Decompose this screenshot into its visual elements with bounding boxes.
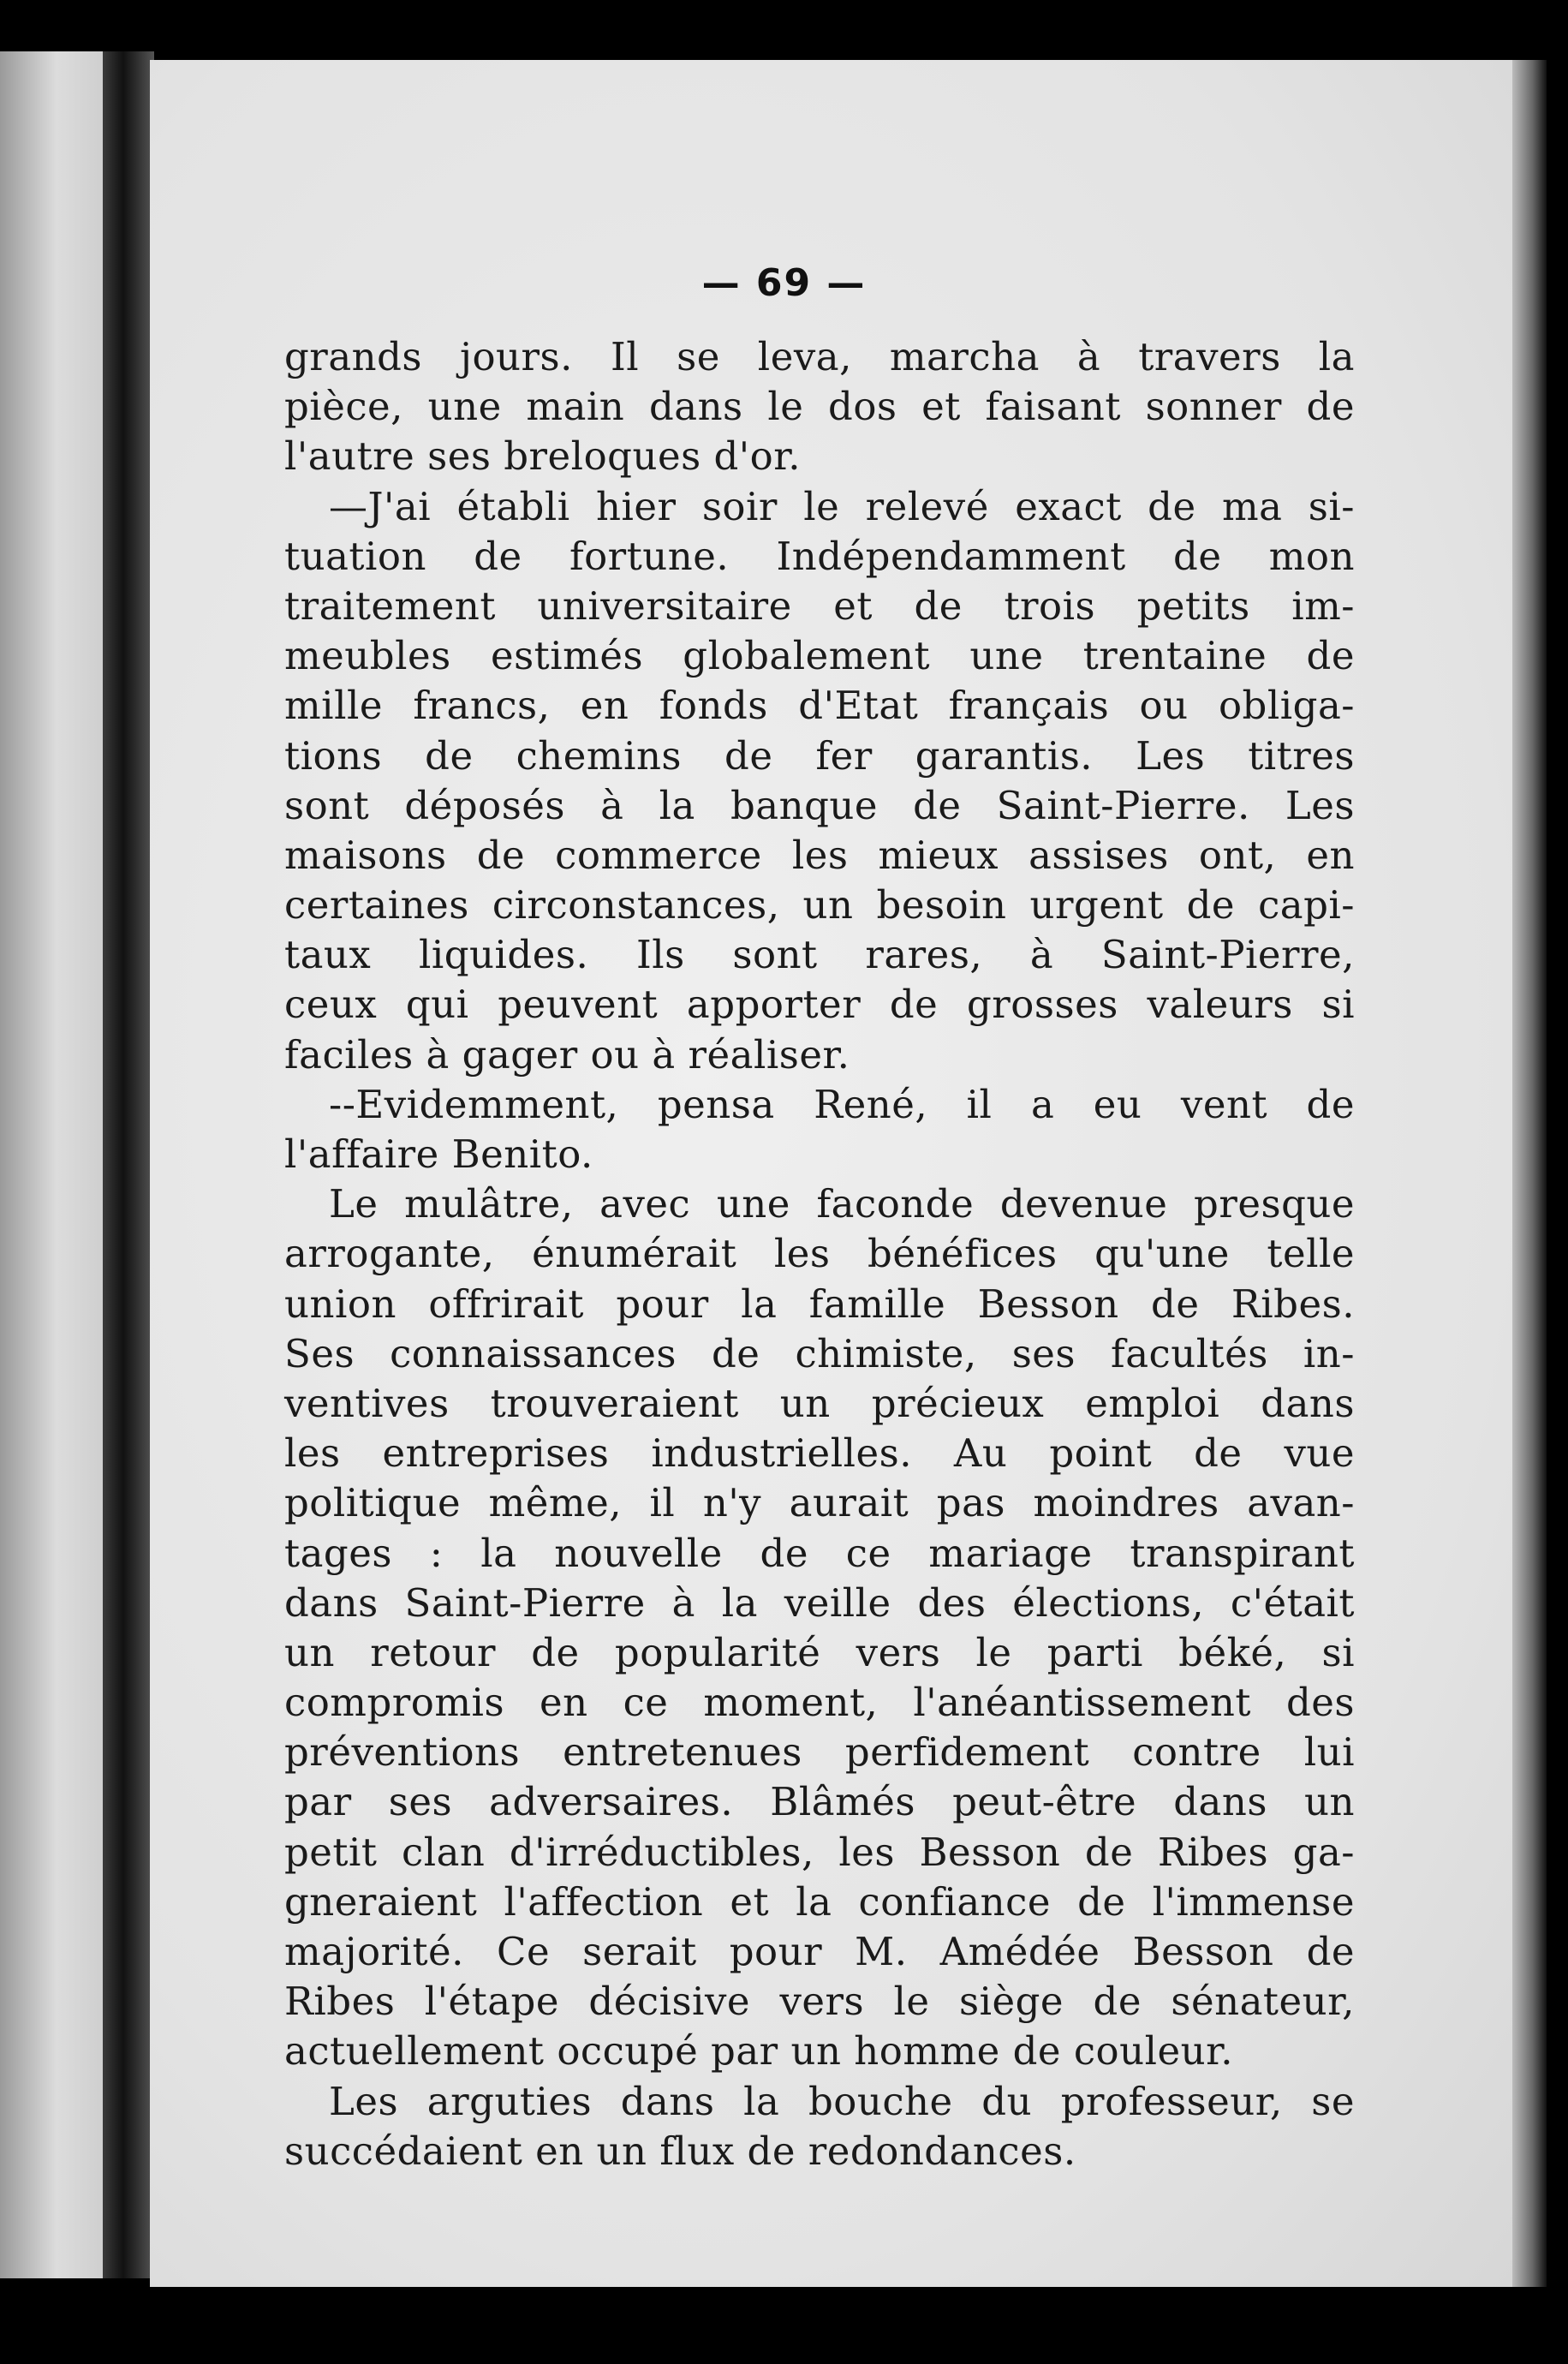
text-line: Ribes l'étape décisive vers le siège de sénateur, (284, 1979, 1355, 2025)
page-number: — 69 — (701, 261, 867, 305)
text-line: ceux qui peuvent apporter de grosses valeurs si (284, 982, 1355, 1028)
text-line: tions de chemins de fer garantis. Les titres (284, 732, 1355, 779)
text-line: faciles à gager ou à réaliser. (284, 1031, 850, 1078)
text-line: taux liquides. Ils sont rares, à Saint-Pierre, (284, 932, 1355, 978)
text-line: meubles estimés globalement une trentaine de (284, 633, 1355, 679)
right-page-edge (1512, 60, 1547, 2287)
text-line: un retour de popularité vers le parti béké, si (284, 1629, 1355, 1675)
text-line: succédaient en un flux de redondances. (284, 2128, 1076, 2174)
text-line: majorité. Ce serait pour M. Amédée Besson de (284, 1929, 1355, 1974)
text-line: actuellement occupé par un homme de couleur. (284, 2028, 1233, 2074)
text-line: par ses adversaires. Blâmés peut-être dans un (284, 1779, 1355, 1825)
text-line: politique même, il n'y aurait pas moindres avan- (284, 1480, 1355, 1526)
text-line: mille francs, en fonds d'Etat français ou obliga- (284, 683, 1355, 729)
text-line: les entreprises industrielles. Au point de vue (284, 1430, 1355, 1477)
text-line: grands jours. Il se leva, marcha à travers la (284, 334, 1355, 379)
text-line: ventives trouveraient un précieux emploi dans (284, 1380, 1355, 1426)
text-line: certaines circonstances, un besoin urgent de capi- (284, 882, 1355, 928)
text-line: —J'ai établi hier soir le relevé exact de ma si- (329, 483, 1355, 529)
book-spine (103, 51, 154, 2278)
text-line: traitement universitaire et de trois petits im- (284, 582, 1355, 629)
text-line: dans Saint-Pierre à la veille des élections, c'était (284, 1579, 1355, 1626)
text-line: tages : la nouvelle de ce mariage transpirant (284, 1530, 1355, 1576)
text-line: préventions entretenues perfidement contre lui (284, 1729, 1355, 1776)
text-line: pièce, une main dans le dos et faisant sonner de (284, 384, 1355, 430)
text-line: compromis en ce moment, l'anéantissement des (284, 1680, 1355, 1726)
text-line: tuation de fortune. Indépendamment de mon (284, 533, 1355, 579)
text-line: petit clan d'irréductibles, les Besson de Ribes ga- (284, 1829, 1355, 1875)
text-line: arrogante, énumérait les bénéfices qu'une telle (284, 1231, 1355, 1277)
text-line: union offrirait pour la famille Besson de Ribes. (284, 1280, 1355, 1327)
body-text (284, 332, 1355, 2176)
text-line: --Evidemment, pensa René, il a eu vent de (329, 1081, 1355, 1127)
text-line: l'affaire Benito. (284, 1131, 593, 1177)
text-line: Le mulâtre, avec une faconde devenue presque (329, 1181, 1355, 1227)
text-line: l'autre ses breloques d'or. (284, 433, 802, 480)
text-line: maisons de commerce les mieux assises ont, en (284, 832, 1355, 878)
text-line: gneraient l'affection et la confiance de l'immense (284, 1878, 1355, 1925)
text-line: Ses connaissances de chimiste, ses facultés in- (284, 1330, 1355, 1376)
left-page-edge (0, 51, 103, 2278)
text-line: sont déposés à la banque de Saint-Pierre. Les (284, 782, 1355, 828)
text-line: Les arguties dans la bouche du professeur, se (329, 2078, 1355, 2124)
